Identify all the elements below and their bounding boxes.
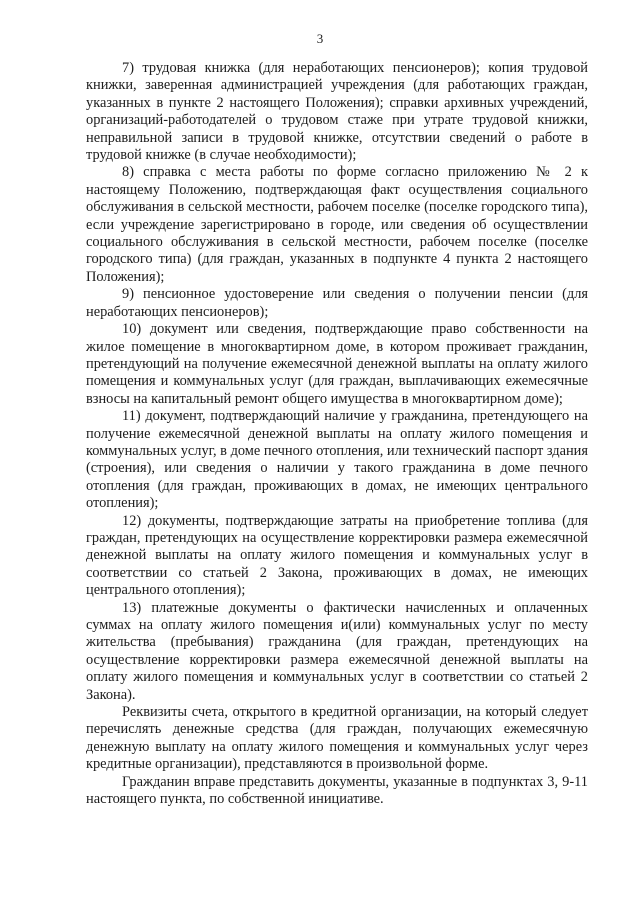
list-item-11-stove-heating-document: 11) документ, подтверждающий наличие у гражданина, претендующего на получение ежемесячной денежной выплаты на оплату жилого помещения и коммунальных услуг, в доме печного отопления, или технический паспорт здания (строения), или сведения о наличии у такого гражданина в доме печного отопления (для граждан, проживающих в домах, не имеющих центрального отопления); [86,408,588,512]
paragraph-own-initiative: Гражданин вправе представить документы, указанные в подпунктах 3, 9-11 настоящего пункта, по собственной инициативе. [86,773,588,808]
document-body [86,60,588,808]
list-item-12-fuel-expense-documents: 12) документы, подтверждающие затраты на приобретение топлива (для граждан, претендующих на осуществление корректировки размера ежемесячной денежной выплаты на оплату жилого помещения и коммунальных услуг в соответствии со статьей 2 Закона, проживающих в домах, не имеющих центрального отопления); [86,512,588,599]
page-number: 3 [316,31,324,46]
list-item-10-ownership-document: 10) документ или сведения, подтверждающие право собственности на жилое помещение в многоквартирном доме, в котором проживает гражданин, претендующий на получение ежемесячной денежной выплаты на оплату жилого помещения и коммунальных услуг (для граждан, выплачивающих ежемесячные взносы на капитальный ремонт общего имущества в многоквартирном доме); [86,321,588,407]
paragraph-bank-account-details: Реквизиты счета, открытого в кредитной организации, на который следует перечислять денежные средства (для граждан, получающих ежемесячную денежную выплату на оплату жилого помещения и коммунальных услуг через кредитные организации), представляются в произвольной форме. [86,704,588,773]
list-item-13-payment-documents: 13) платежные документы о фактически начисленных и оплаченных суммах на оплату жилого помещения и(или) коммунальных услуг по месту жительства (пребывания) гражданина (для граждан, претендующих на осуществление корректировки размера ежемесячной денежной выплаты на оплату жилого помещения и коммунальных услуг в соответствии со статьей 2 Закона). [86,599,588,703]
list-item-9-pension-certificate: 9) пенсионное удостоверение или сведения о получении пенсии (для неработающих пенсионеров); [86,286,588,320]
list-item-8-employment-certificate: 8) справка с места работы по форме согласно приложению № 2 к настоящему Положению, подтверждающая факт осуществления социального обслуживания в сельской местности, рабочем поселке (поселке городского типа), если учреждение зарегистрировано в городе, или сведения об осуществлении социального обслуживания в сельской местности, рабочем поселке (поселке городского типа) (для граждан, указанных в подпункте 4 пункта 2 настоящего Положения); [86,164,588,285]
list-item-7-work-record-book: 7) трудовая книжка (для неработающих пенсионеров); копия трудовой книжки, заверенная администрацией учреждения (для работающих граждан, указанных в пункте 2 настоящего Положения); справки архивных учреждений, организаций-работодателей о трудовом стаже при утрате трудовой книжки, неправильной записи в трудовой книжке, отсутствии сведений о работе в трудовой книжке (в случае необходимости); [86,60,588,164]
